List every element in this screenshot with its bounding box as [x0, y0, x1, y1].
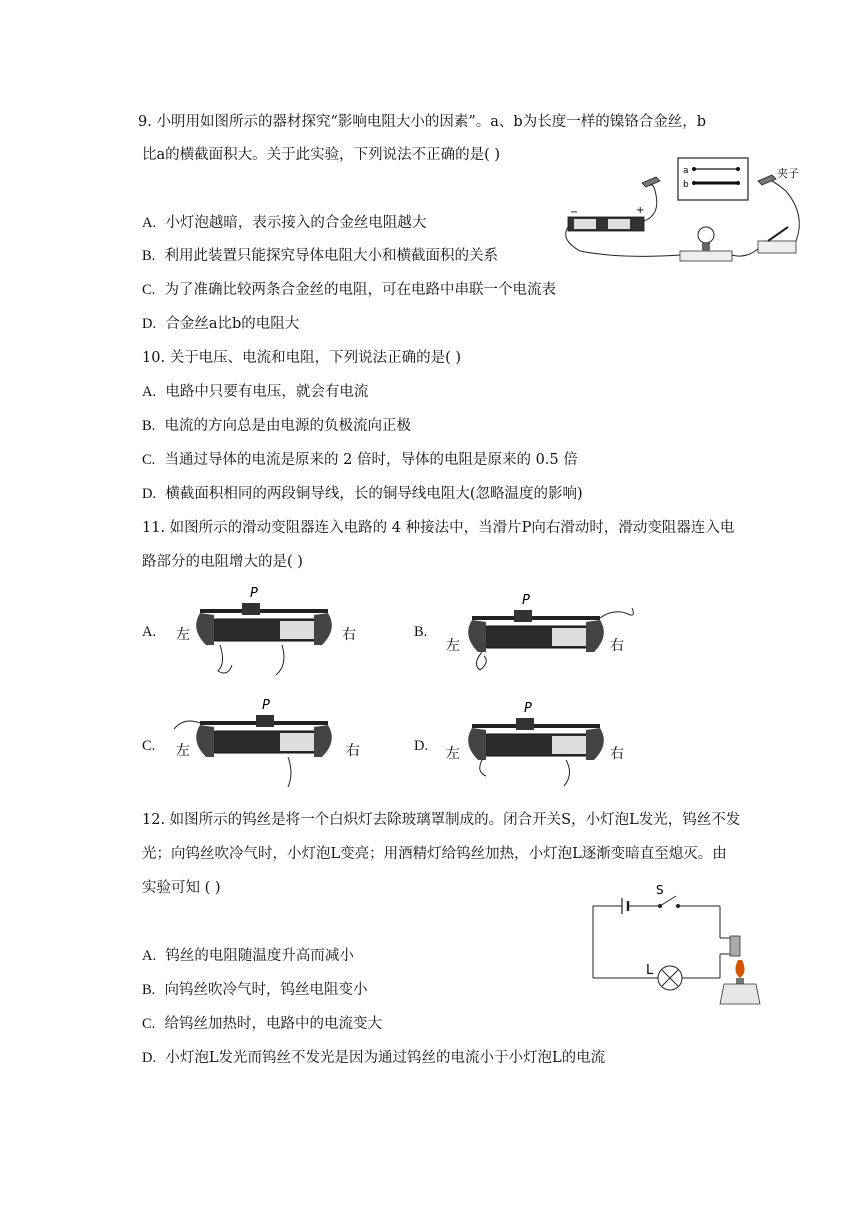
wire-b-label: b — [683, 180, 689, 190]
slider-icon — [242, 603, 260, 615]
q12-option-b: B. 向钨丝吹冷气时，钨丝电阻变小 — [142, 982, 368, 998]
q9-option-d: D. 合金丝a比b的电阻大 — [142, 316, 300, 332]
q12-stem-line2: 光；向钨丝吹冷气时，小灯泡L变亮；用酒精灯给钨丝加热，小灯泡L逐渐变暗直至熄灭。由 — [142, 846, 727, 862]
q11-option-c-label: C. — [142, 738, 156, 754]
q11-rheostat-d — [442, 700, 642, 790]
clip-label: 夹子 — [777, 167, 799, 180]
q12-circuit-figure — [590, 882, 770, 1010]
q11-rheostat-c — [170, 695, 370, 790]
q12-option-c: C. 给钨丝加热时，电路中的电流变大 — [142, 1016, 383, 1032]
lamp-l-label: L — [646, 963, 654, 978]
bulb-base — [680, 251, 732, 261]
slider-p-label: P — [250, 586, 258, 601]
switch-s-label: S — [656, 883, 664, 897]
left-clip-icon — [642, 177, 660, 187]
svg-text:P: P — [522, 593, 530, 608]
right-label: 右 — [342, 627, 356, 643]
svg-text:右: 右 — [610, 638, 624, 654]
switch-icon — [660, 896, 676, 906]
wire-a-label: a — [683, 166, 689, 176]
svg-text:左: 左 — [446, 638, 460, 654]
q9-option-a: A. 小灯泡越暗，表示接入的合金丝电阻越大 — [142, 215, 427, 231]
switch-icon — [758, 241, 796, 253]
q9-option-b: B. 利用此装置只能探究导体电阻大小和横截面积的关系 — [142, 248, 499, 264]
q12-stem-line3: 实验可知 ( ) — [142, 880, 221, 896]
q10-option-a: A. 电路中只要有电压，就会有电流 — [142, 384, 369, 400]
svg-text:右: 右 — [610, 746, 624, 762]
right-clip-icon — [758, 175, 776, 185]
q9-stem-line1: 9. 小明用如图所示的器材探究“影响电阻大小的因素”。a、b为长度一样的镍铬合金丝，b — [138, 114, 706, 130]
q11-stem-line1: 11. 如图所示的滑动变阻器连入电路的 4 种接法中，当滑片P向右滑动时，滑动变阻器连入电 — [142, 520, 735, 536]
q9-circuit-figure — [560, 155, 810, 270]
q10-option-b: B. 电流的方向总是由电源的负极流向正极 — [142, 418, 412, 434]
svg-text:左: 左 — [446, 746, 460, 762]
q12-option-a: A. 钨丝的电阻随温度升高而减小 — [142, 948, 354, 964]
wire-board — [678, 158, 748, 200]
left-label: 左 — [176, 627, 190, 643]
q11-option-b-label: B. — [414, 624, 428, 640]
filament-icon — [730, 936, 740, 956]
q11-option-a-label: A. — [142, 624, 157, 640]
bulb-icon — [698, 227, 714, 243]
q11-option-d-label: D. — [414, 738, 429, 754]
flame-icon — [735, 960, 744, 978]
q10-option-c: C. 当通过导体的电流是原来的 2 倍时，导体的电阻是原来的 0.5 倍 — [142, 452, 578, 468]
q10-option-d: D. 横截面积相同的两段铜导线，长的铜导线电阻大(忽略温度的影响) — [142, 486, 583, 502]
svg-text:+: + — [636, 205, 645, 216]
q12-stem-line1: 12. 如图所示的钨丝是将一个白炽灯去除玻璃罩制成的。闭合开关S，小灯泡L发光，钨丝不发 — [142, 812, 741, 828]
q9-stem-line2: 比a的横截面积大。关于此实验，下列说法不正确的是( ) — [142, 147, 501, 163]
q12-option-d: D. 小灯泡L发光而钨丝不发光是因为通过钨丝的电流小于小灯泡L的电流 — [142, 1050, 606, 1066]
q11-rheostat-a — [170, 585, 370, 680]
svg-text:右: 右 — [346, 743, 360, 759]
q10-stem: 10. 关于电压、电流和电阻，下列说法正确的是( ) — [142, 350, 462, 366]
q9-option-c: C. 为了准确比较两条合金丝的电阻，可在电路中串联一个电流表 — [142, 282, 557, 298]
alcohol-lamp-icon — [720, 984, 760, 1004]
svg-text:P: P — [262, 698, 270, 713]
q11-rheostat-b — [442, 592, 642, 682]
q11-stem-line2: 路部分的电阻增大的是( ) — [142, 554, 303, 570]
svg-text:−: − — [570, 207, 579, 218]
svg-text:左: 左 — [176, 743, 190, 759]
svg-text:P: P — [524, 701, 532, 716]
